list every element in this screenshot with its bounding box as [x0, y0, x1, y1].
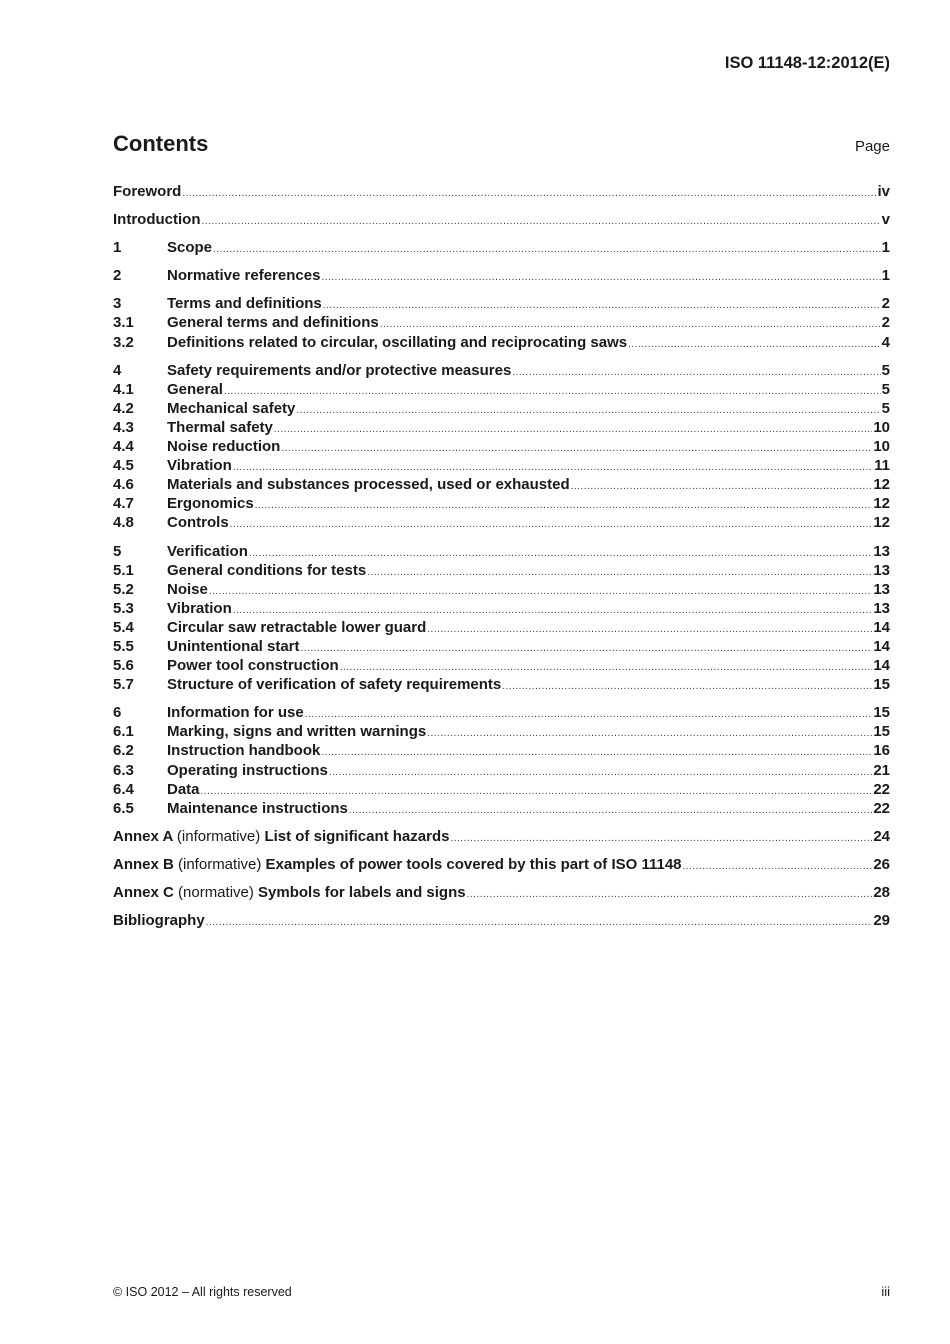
copyright-footer: © ISO 2012 – All rights reserved — [113, 1285, 292, 1299]
annex-label: Annex C — [113, 884, 174, 901]
dot-leader — [450, 829, 872, 848]
toc-entry-page: 15 — [873, 704, 890, 722]
toc-entry-title: Information for use — [167, 704, 304, 722]
dot-leader — [274, 420, 872, 439]
toc-entry-page: 22 — [873, 780, 890, 798]
toc-entry-title: Maintenance instructions — [167, 799, 348, 817]
toc-entry[interactable] — [113, 827, 890, 846]
toc-entry-title: General — [167, 380, 223, 398]
toc-entry[interactable] — [113, 266, 890, 285]
toc-entry[interactable] — [113, 333, 890, 352]
toc-entry-number: 6.3 — [113, 761, 134, 779]
toc-entry-title — [113, 855, 682, 874]
toc-entry-number: 6 — [113, 704, 122, 722]
toc-entry-number: 4.1 — [113, 380, 134, 398]
toc-entry-page: 24 — [873, 827, 890, 845]
toc-entry[interactable] — [113, 780, 890, 799]
dot-leader — [224, 382, 881, 401]
toc-entry-title: Marking, signs and written warnings — [167, 723, 427, 741]
dot-leader — [512, 363, 880, 382]
toc-entry[interactable] — [113, 656, 890, 675]
toc-entry-title: Bibliography — [113, 912, 205, 930]
toc-entry-page: 14 — [873, 618, 890, 636]
toc-entry-page: 4 — [881, 333, 890, 351]
toc-entry[interactable] — [113, 418, 890, 437]
toc-entry[interactable] — [113, 513, 890, 532]
toc-entry[interactable] — [113, 399, 890, 418]
toc-entry-title: Ergonomics — [167, 495, 254, 513]
toc-entry-number: 4.5 — [113, 457, 134, 475]
dot-leader — [321, 268, 880, 287]
toc-entry-title: Foreword — [113, 183, 182, 200]
dot-leader — [628, 335, 881, 354]
toc-entry-number: 6.4 — [113, 780, 134, 798]
toc-entry[interactable] — [113, 542, 890, 561]
annex-title: Examples of power tools covered by this part of ISO 11148 — [265, 855, 682, 873]
dot-leader — [281, 439, 872, 458]
toc-entry[interactable] — [113, 313, 890, 332]
dot-leader — [323, 296, 881, 315]
toc-entry-title: Scope — [167, 239, 213, 257]
toc-entry-title: Thermal safety — [167, 418, 273, 436]
toc-entry-number: 3.2 — [113, 333, 134, 351]
toc-entry-title: Definitions related to circular, oscillating and reciprocating saws — [167, 333, 628, 351]
toc-entry-number: 4.4 — [113, 438, 134, 456]
toc-entry-page: 5 — [881, 361, 890, 379]
dot-leader — [502, 677, 872, 696]
toc-entry-page: 14 — [873, 657, 890, 675]
dot-leader — [349, 801, 872, 820]
toc-entry-title: Instruction handbook — [167, 742, 321, 760]
toc-entry-title: General conditions for tests — [167, 561, 367, 579]
toc-entry-title: Noise reduction — [167, 438, 281, 456]
toc-entry-number: 6.1 — [113, 723, 134, 741]
toc-entry-title: General terms and definitions — [167, 314, 379, 332]
toc-entry[interactable] — [113, 883, 890, 902]
toc-entry-page: 5 — [881, 380, 890, 398]
toc-entry[interactable] — [113, 238, 890, 257]
toc-entry[interactable] — [113, 210, 890, 229]
toc-entry-number: 4.2 — [113, 399, 134, 417]
toc-entry-number: 4.8 — [113, 514, 134, 532]
toc-entry-page: 12 — [873, 495, 890, 513]
toc-entry-title: Verification — [167, 542, 248, 560]
toc-entry-number: 2 — [113, 267, 122, 285]
toc-entry-page: 10 — [873, 418, 890, 436]
toc-entry[interactable] — [113, 911, 890, 930]
toc-entry[interactable] — [113, 599, 890, 618]
toc-entry-title: Unintentional start — [167, 637, 300, 655]
toc-entry-page: 13 — [873, 580, 890, 598]
toc-entry-number: 5 — [113, 542, 122, 560]
annex-qualifier: (informative) — [176, 827, 261, 845]
toc-entry[interactable] — [113, 703, 890, 722]
toc-entry-page: 14 — [873, 637, 890, 655]
dot-leader — [367, 563, 872, 582]
toc-entry-page: 2 — [881, 314, 890, 332]
dot-leader — [213, 240, 881, 259]
dot-leader — [201, 212, 880, 231]
toc-entry-number: 6.2 — [113, 742, 134, 760]
toc-entry-title: Operating instructions — [167, 761, 328, 779]
toc-entry-title — [113, 827, 449, 846]
toc-entry-title: Structure of verification of safety requirements — [167, 676, 502, 694]
annex-qualifier: (informative) — [178, 855, 262, 873]
dot-leader — [467, 885, 873, 904]
dot-leader — [427, 620, 872, 639]
toc-entry-page: 21 — [873, 761, 890, 779]
toc-entry-number: 5.2 — [113, 580, 134, 598]
toc-entry-page: 13 — [873, 542, 890, 560]
table-of-contents — [113, 182, 890, 930]
toc-entry[interactable] — [113, 494, 890, 513]
toc-entry[interactable] — [113, 561, 890, 580]
dot-leader — [329, 763, 872, 782]
toc-entry-page: 13 — [873, 599, 890, 617]
toc-entry-page: iv — [877, 183, 890, 200]
contents-title: Contents — [113, 131, 209, 156]
toc-entry[interactable] — [113, 182, 890, 201]
toc-entry-page: 15 — [873, 676, 890, 694]
toc-entry-page: 2 — [881, 295, 890, 313]
toc-entry-title: Safety requirements and/or protective measures — [167, 361, 512, 379]
dot-leader — [571, 477, 873, 496]
dot-leader — [321, 743, 872, 762]
dot-leader — [230, 515, 873, 534]
toc-entry-title: Noise — [167, 580, 208, 598]
toc-entry-title: Materials and substances processed, used or exhausted — [167, 476, 570, 494]
toc-entry[interactable] — [113, 741, 890, 760]
toc-entry-title: Introduction — [113, 211, 201, 229]
toc-entry-number: 3.1 — [113, 314, 134, 332]
toc-entry[interactable] — [113, 722, 890, 741]
toc-entry-number: 5.1 — [113, 561, 134, 579]
toc-entry-number: 4.6 — [113, 476, 134, 494]
toc-entry-title: Circular saw retractable lower guard — [167, 618, 427, 636]
toc-entry[interactable] — [113, 475, 890, 494]
toc-entry-page: 12 — [873, 476, 890, 494]
toc-entry[interactable] — [113, 855, 890, 874]
toc-entry-page: 1 — [881, 239, 890, 257]
toc-entry-page: 12 — [873, 514, 890, 532]
toc-entry[interactable] — [113, 580, 890, 599]
toc-entry-page: 15 — [873, 723, 890, 741]
toc-entry[interactable] — [113, 799, 890, 818]
dot-leader — [182, 184, 876, 203]
toc-entry-title — [113, 883, 466, 902]
toc-entry-title: Vibration — [167, 599, 232, 617]
toc-entry[interactable] — [113, 380, 890, 399]
annex-title: Symbols for labels and signs — [258, 884, 466, 901]
toc-entry-number: 4 — [113, 361, 122, 379]
toc-entry-number: 4.3 — [113, 418, 134, 436]
toc-entry-page: 26 — [873, 855, 890, 873]
toc-entry-title: Normative references — [167, 267, 321, 285]
document-id: ISO 11148-12:2012(E) — [724, 54, 890, 72]
dot-leader — [209, 582, 872, 601]
toc-entry[interactable] — [113, 456, 890, 475]
toc-entry[interactable] — [113, 761, 890, 780]
dot-leader — [255, 496, 873, 515]
toc-entry-page: v — [881, 211, 890, 229]
dot-leader — [296, 401, 880, 420]
toc-entry-number: 4.7 — [113, 495, 134, 513]
toc-entry-title: Terms and definitions — [167, 295, 322, 313]
annex-label: Annex B — [113, 855, 174, 873]
toc-entry-number: 5.3 — [113, 599, 134, 617]
toc-entry-page: 5 — [881, 399, 890, 417]
toc-entry-title: Data — [167, 780, 200, 798]
toc-entry[interactable] — [113, 675, 890, 694]
toc-entry-page: 16 — [873, 742, 890, 760]
toc-entry-page: 13 — [873, 561, 890, 579]
dot-leader — [683, 857, 873, 876]
toc-entry-title: Vibration — [167, 457, 232, 475]
annex-title: List of significant hazards — [264, 827, 450, 845]
toc-entry-title: Controls — [167, 514, 229, 532]
toc-entry-page: 11 — [874, 457, 890, 475]
toc-entry-page: 29 — [873, 912, 890, 930]
toc-entry[interactable] — [113, 294, 890, 313]
toc-entry-number: 6.5 — [113, 799, 134, 817]
dot-leader — [206, 913, 873, 932]
toc-entry-number: 3 — [113, 295, 122, 313]
annex-label: Annex A — [113, 827, 173, 845]
toc-entry-number: 5.7 — [113, 676, 134, 694]
toc-entry[interactable] — [113, 637, 890, 656]
toc-entry-title: Mechanical safety — [167, 399, 296, 417]
toc-entry-page: 1 — [881, 267, 890, 285]
toc-entry[interactable] — [113, 618, 890, 637]
toc-entry-number: 1 — [113, 239, 122, 257]
toc-entry-page: 28 — [873, 884, 890, 901]
toc-entry-page: 22 — [873, 799, 890, 817]
toc-entry-page: 10 — [873, 438, 890, 456]
toc-entry[interactable] — [113, 437, 890, 456]
toc-entry-number: 5.6 — [113, 657, 134, 675]
toc-entry[interactable] — [113, 361, 890, 380]
toc-entry-number: 5.5 — [113, 637, 134, 655]
page-column-label: Page — [854, 138, 890, 155]
dot-leader — [301, 639, 873, 658]
page-number: iii — [881, 1284, 890, 1299]
annex-qualifier: (normative) — [178, 884, 254, 901]
toc-entry-title: Power tool construction — [167, 657, 339, 675]
dot-leader — [427, 724, 872, 743]
toc-entry-number: 5.4 — [113, 618, 134, 636]
